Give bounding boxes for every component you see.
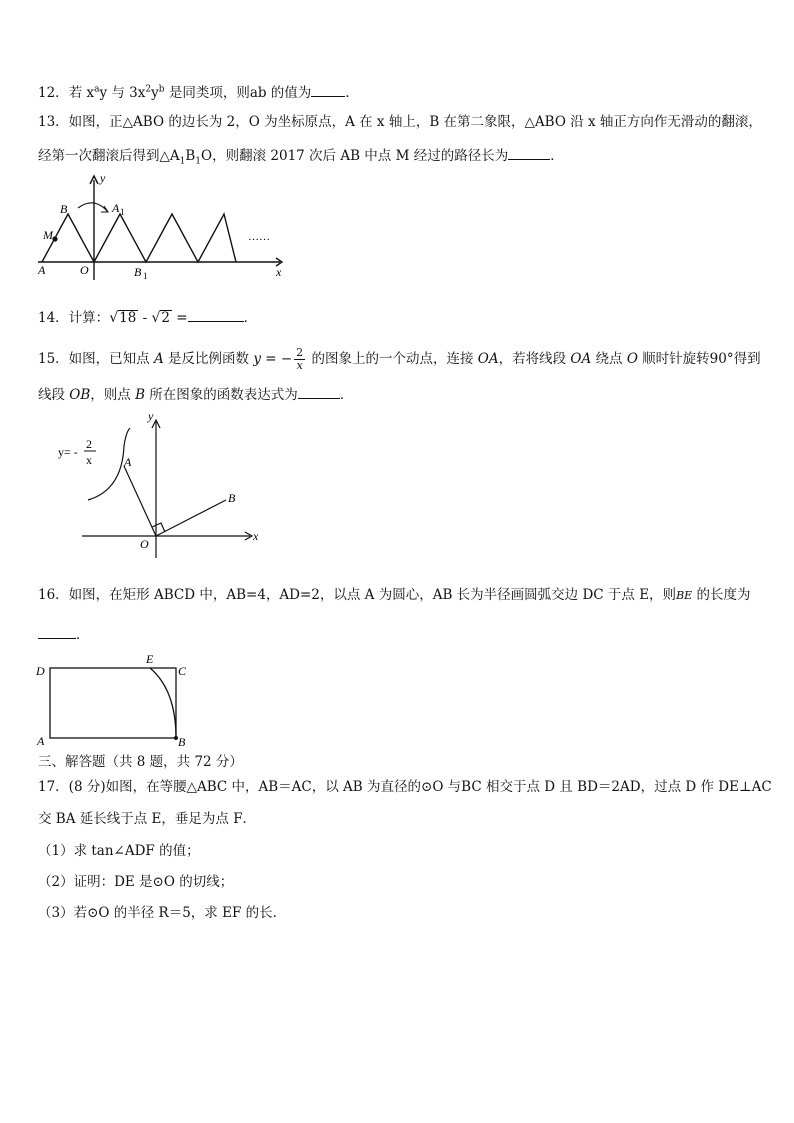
func-label-num: 2	[86, 437, 92, 451]
label-y: y	[100, 171, 106, 185]
answer-blank[interactable]	[298, 386, 340, 399]
ellipsis-dots: ……	[248, 231, 270, 243]
question-17-line1: 17．(8 分)如图，在等腰△ABC 中，AB＝AC，以 AB 为直径的⊙O 与BC 相交于点 D 且 BD＝2AD，过点 D 作 DE⊥AC	[38, 779, 772, 795]
question-13-line2: 经第一次翻滚后得到$\triangle A_1B_1O$，则翻滚 2017 次后 AB 中点 M 经过的路径长为 ．	[38, 148, 564, 167]
label-b: B	[60, 202, 68, 216]
question-16-line1: 16．如图，在矩形 ABCD 中，AB=4，AD=2，以点 A 为圆心，AB 长为半径画圆弧交边 DC 于点 E，则BE 的长度为	[38, 587, 751, 603]
rolling-triangles	[42, 214, 236, 262]
question-17-line2: 交 BA 延长线于点 E，垂足为点 F．	[38, 811, 257, 827]
answer-blank[interactable]	[508, 147, 550, 160]
label-b1-sub: 1	[143, 271, 148, 281]
label-a: A	[124, 455, 132, 469]
answer-blank[interactable]	[188, 309, 244, 322]
label-b: B	[228, 491, 236, 505]
question-17-part1: （1）求 tan∠ADF 的值；	[38, 843, 200, 859]
question-13-line1: 13．如图，正△ABO 的边长为 2，O 为坐标原点，A 在 x 轴上，B 在第二象限，△ABO 沿 x 轴正方向作无滑动的翻滚，	[38, 114, 762, 130]
point-m-dot	[52, 236, 57, 241]
label-o: O	[80, 263, 89, 277]
segment-ob	[156, 500, 226, 536]
label-x: x	[276, 265, 282, 279]
answer-blank[interactable]	[311, 84, 345, 97]
label-d: D	[36, 664, 45, 678]
question-15-line1: 15．如图，已知点 A 是反比例函数 y = − $\frac{2}{x}$ 的图象上的一个动点，连接 OA，若将线段 OA 绕点 O 顺时针旋转90°得到	[38, 346, 761, 373]
question-14: 14．计算：√18 - √2 = ．	[38, 310, 258, 326]
label-y: y	[148, 409, 154, 423]
question-17-part2: （2）证明：DE 是⊙O 的切线；	[38, 874, 234, 890]
label-m: M	[43, 228, 53, 242]
section-3-heading: 三、解答题（共 8 题，共 72 分）	[38, 754, 243, 770]
question-12: 12．若 $x^ay$ 与 $3x^2y^b$ 是同类项，则ab 的值为 ．	[38, 84, 359, 101]
fraction-2-over-x: $\frac{2}{x}$	[296, 346, 304, 373]
question-17-part3: （3）若⊙O 的半径 R＝5，求 EF 的长．	[38, 905, 287, 921]
label-a1-sub: 1	[120, 207, 125, 217]
rotation-arrow	[78, 203, 108, 212]
answer-blank[interactable]	[38, 626, 76, 639]
label-e: E	[146, 652, 154, 666]
arc-be	[150, 668, 176, 738]
label-a1: A	[112, 201, 120, 215]
figure-15-inverse-function	[52, 408, 272, 560]
rectangle-abcd	[50, 668, 176, 738]
sqrt-2: 2	[161, 310, 170, 326]
label-b: B	[178, 735, 186, 749]
segment-oa	[124, 466, 156, 536]
label-o: O	[140, 537, 149, 551]
label-b1: B	[134, 265, 142, 279]
func-label: y= -	[58, 445, 78, 459]
figure-16-rectangle	[34, 650, 194, 750]
question-16-line2: ．	[38, 626, 90, 643]
figure-13-triangle-rolling	[30, 168, 292, 284]
label-a: A	[37, 734, 45, 748]
label-a: A	[38, 263, 46, 277]
label-c: C	[178, 664, 187, 678]
label-x: x	[253, 529, 259, 543]
arc-be: BE	[676, 589, 693, 602]
q12-text-a: 12．	[38, 85, 69, 101]
func-label-den: x	[86, 453, 92, 467]
sqrt-18: 18	[119, 310, 137, 326]
question-15-line2: 线段 OB，则点 B 所在图象的函数表达式为 ．	[38, 387, 354, 403]
